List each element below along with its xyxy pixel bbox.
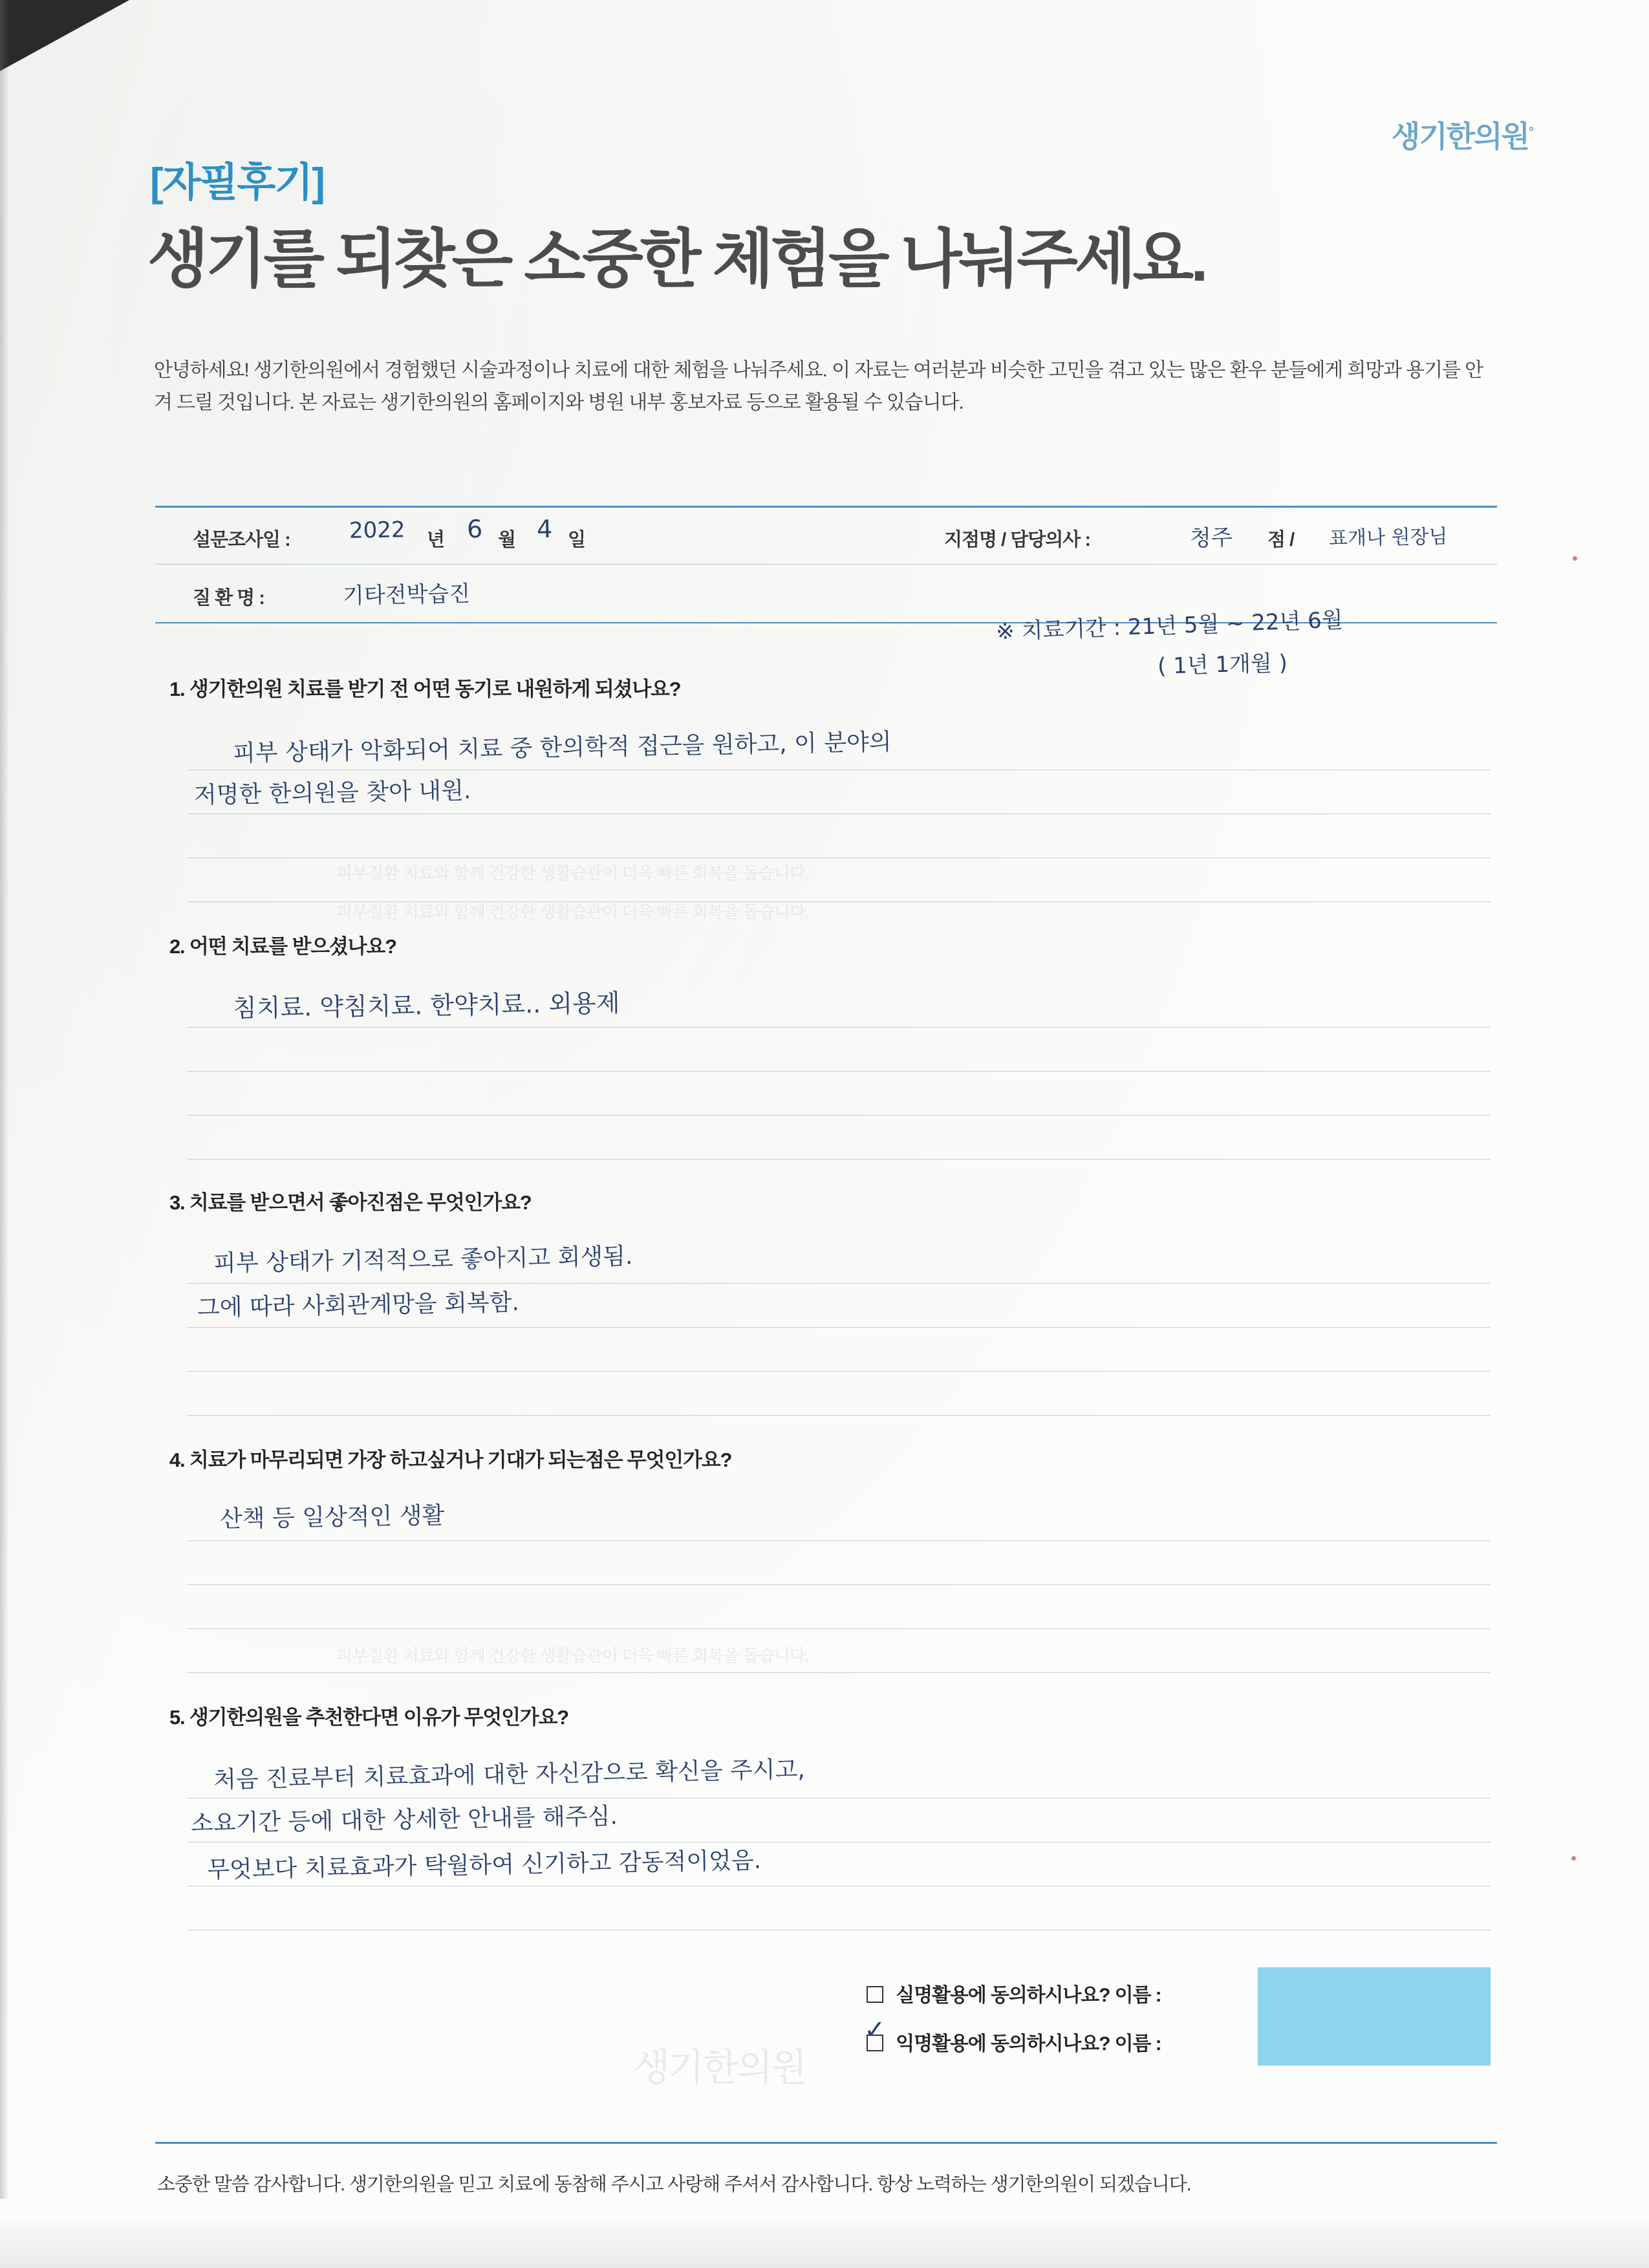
q4-line-1 — [188, 1540, 1491, 1541]
question-4-text: 치료가 마무리되면 가장 하고싶거나 기대가 되는점은 무엇인가요? — [189, 1449, 732, 1471]
q2-line-4 — [188, 1159, 1491, 1160]
survey-date-day-unit: 일 — [568, 530, 586, 550]
scan-speck-2 — [1571, 1856, 1576, 1861]
question-2-text: 어떤 치료를 받으셨나요? — [189, 935, 396, 958]
question-4 — [169, 1443, 731, 1473]
clinic-logo — [1392, 113, 1533, 156]
clinic-logo-text: 생기한의원 — [1391, 120, 1529, 153]
question-2 — [169, 930, 396, 959]
question-3-answer-line-1: 피부 상태가 기적적으로 좋아지고 회생됨. — [213, 1243, 633, 1277]
question-1-answer-line-2: 저명한 한의원을 찾아 내원. — [193, 777, 471, 809]
logo-dot-icon: ° — [1529, 125, 1533, 140]
q4-line-4 — [188, 1672, 1491, 1673]
watermark-brand: 생기한의원 — [634, 2047, 806, 2089]
question-5-number: 5. — [169, 1706, 185, 1729]
question-3-answer-line-2: 그에 따라 사회관계망을 회복함. — [197, 1289, 520, 1322]
question-5-text: 생기한의원을 추천한다면 이유가 무엇인가요? — [189, 1706, 569, 1729]
branch-unit: 점 / — [1267, 530, 1295, 550]
question-3-number: 3. — [169, 1191, 185, 1214]
page-title: 생기를 되찾은 소중한 체험을 나눠주세요. — [147, 223, 1205, 294]
survey-date-day-value: 4 — [536, 514, 553, 544]
intro-paragraph: 안녕하세요! 생기한의원에서 경험했던 시술과정이나 치료에 대한 체험을 나눠주세요. 이 자료는 여러분과 비슷한 고민을 겪고 있는 많은 환우 분들에게 희망과 용기를 안겨 드릴 것입니다. 본 자료는 생기한의원의 홈페이지와 병원 내부 홍보자료 등으로 활용될 수 있습니다. — [154, 360, 1483, 413]
question-2-answer-line-1: 침치료. 약침치료. 한약치료.. 외용제 — [232, 988, 620, 1023]
question-5-answer-line-1: 처음 진료부터 치료효과에 대한 자신감으로 확신을 주시고, — [213, 1756, 806, 1793]
question-5 — [169, 1701, 568, 1730]
watermark-line-2: 피부질환 치료와 함께 건강한 생활습관이 더욱 빠른 회복을 돕습니다. — [336, 902, 810, 922]
question-4-answer-line-1: 산책 등 일상적인 생활 — [219, 1502, 445, 1533]
survey-date-month-unit: 월 — [498, 530, 516, 550]
consent-real-name-row[interactable] — [867, 1979, 1161, 2007]
scan-speck-1 — [1573, 556, 1577, 561]
q2-line-2 — [188, 1071, 1491, 1072]
scan-edge-bottom — [0, 2216, 1649, 2268]
question-1-answer-line-1: 피부 상태가 악화되어 치료 중 한의학적 접근을 원하고, 이 분야의 — [232, 729, 892, 767]
disease-value: 기타전박습진 — [342, 581, 471, 609]
branch-value: 청주 — [1189, 524, 1233, 552]
footer-rule — [155, 2142, 1497, 2144]
q3-line-4 — [188, 1415, 1491, 1416]
question-1-text: 생기한의원 치료를 받기 전 어떤 동기로 내원하게 되셨나요? — [189, 678, 681, 700]
consent-anonymous-label: 익명활용에 동의하시나요? 이름 : — [896, 2033, 1161, 2055]
consent-anonymous-row[interactable] — [867, 2027, 1161, 2056]
watermark-line-3: 피부질환 치료와 함께 건강한 생활습관이 더욱 빠른 회복을 돕습니다. — [336, 1646, 810, 1665]
survey-date-year-unit: 년 — [427, 530, 445, 550]
question-2-number: 2. — [169, 935, 185, 958]
question-3-text: 치료를 받으면서 좋아진점은 무엇인가요? — [189, 1191, 532, 1214]
consent-real-name-label: 실명활용에 동의하시나요? 이름 : — [896, 1985, 1161, 2006]
question-3 — [169, 1186, 532, 1215]
name-redaction-block — [1258, 1967, 1491, 2066]
anonymous-checkmark-icon: ✓ — [863, 2014, 886, 2046]
q4-line-3 — [188, 1628, 1491, 1629]
question-5-answer-line-3: 무엇보다 치료효과가 탁월하여 신기하고 감동적이었음. — [206, 1847, 762, 1884]
scan-edge-left — [0, 0, 9, 2199]
q2-line-1 — [188, 1027, 1491, 1028]
checkbox-real-name[interactable] — [867, 1986, 883, 2003]
treatment-period-note: ※ 치료기간 : 21년 5월 ~ 22년 6월 — [995, 607, 1344, 645]
q3-line-1 — [188, 1283, 1491, 1284]
q2-line-3 — [188, 1115, 1491, 1116]
info-rule-top — [155, 506, 1497, 508]
footer-message: 소중한 말씀 감사합니다. 생기한의원을 믿고 치료에 동참해 주시고 사랑해 주셔서 감사합니다. 항상 노력하는 생기한의원이 되겠습니다. — [157, 2174, 1191, 2195]
question-1-number: 1. — [169, 678, 185, 700]
disease-label: 질 환 명 : — [193, 588, 264, 609]
question-4-number: 4. — [169, 1449, 185, 1471]
question-1 — [169, 673, 680, 702]
branch-doctor-label: 지점명 / 담당의사 : — [944, 530, 1090, 550]
doctor-value: 표개나 원장님 — [1328, 525, 1448, 550]
question-5-answer-line-2: 소요기간 등에 대한 상세한 안내를 해주심. — [190, 1803, 618, 1837]
q4-line-2 — [188, 1584, 1491, 1585]
info-rule-mid — [155, 564, 1497, 565]
survey-date-label: 설문조사일 : — [193, 530, 290, 550]
survey-date-month-value: 6 — [466, 514, 483, 544]
q3-line-2 — [188, 1327, 1491, 1328]
watermark-line-1: 피부질환 치료와 함께 건강한 생활습관이 더욱 빠른 회복을 돕습니다. — [336, 863, 810, 883]
q3-line-3 — [188, 1371, 1491, 1372]
treatment-period-note-duration: ( 1년 1개월 ) — [1157, 650, 1288, 680]
document-tag: [자필후기] — [150, 160, 324, 205]
survey-date-year-value: 2022 — [349, 517, 405, 544]
